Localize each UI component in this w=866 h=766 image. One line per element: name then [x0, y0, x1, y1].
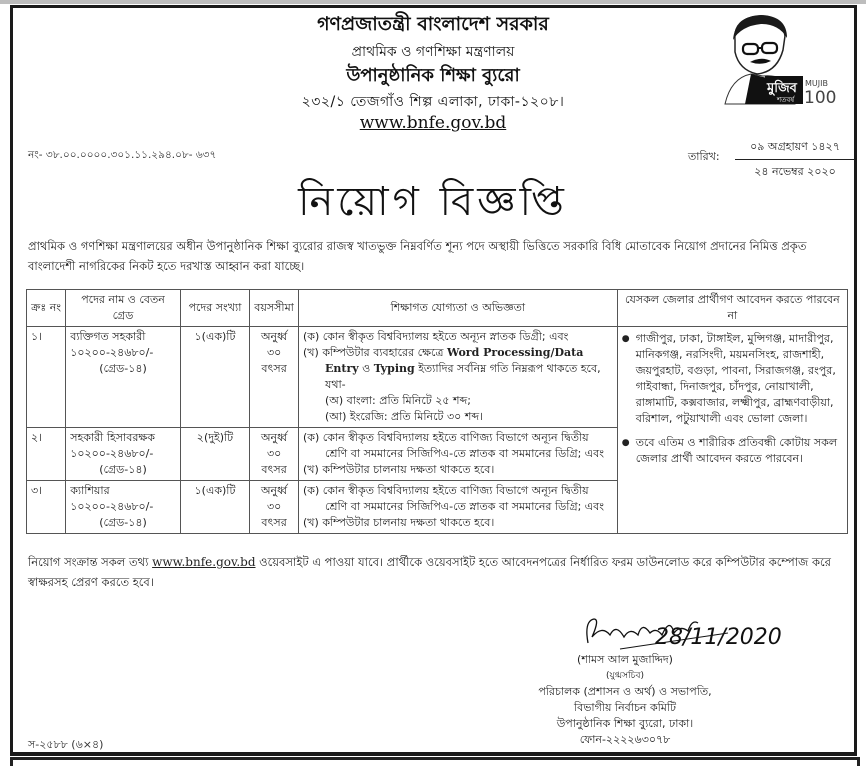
q-text: ও — [358, 362, 374, 375]
row-post — [66, 428, 181, 481]
row-count: ২(দুই)টি — [180, 428, 249, 481]
signature-block — [520, 652, 730, 748]
office-name: উপানুষ্ঠানিক শিক্ষা ব্যুরো, ঢাকা। — [556, 717, 694, 730]
post-name: সহকারী হিসাবরক্ষক — [70, 431, 155, 444]
q-text: ইত্যাদির সর্বনিম্ন গতি নিম্নরূপ থাকতে হবে, যথা- — [325, 362, 601, 391]
row-count: ১(এক)টি — [180, 481, 249, 534]
row-age — [250, 327, 299, 428]
table-row — [27, 327, 848, 428]
header-post: পদের নাম ও বেতন গ্রেড — [66, 290, 181, 327]
qualification-item — [303, 345, 613, 393]
header-age: বয়সসীমা — [250, 290, 299, 327]
pay-scale: ১০২০০-২৪৬৮০/- — [70, 447, 154, 460]
vacancy-table — [26, 289, 848, 534]
post-name: ব্যক্তিগত সহকারী — [70, 330, 146, 343]
qualification-item: (খ) কম্পিউটার চালনায় দক্ষতা থাকতে হবে। — [303, 463, 495, 476]
committee-name: বিভাগীয় নির্বাচন কমিটি — [573, 701, 677, 714]
svg-text:MUJIB: MUJIB — [805, 79, 828, 88]
row-serial: ১। — [27, 327, 66, 428]
excluded-districts-cell — [617, 327, 847, 534]
pay-scale: ১০২০০-২৪৬৮০/- — [70, 500, 154, 513]
header-qualification: শিক্ষাগত যোগ্যতা ও অভিজ্ঞতা — [299, 290, 618, 327]
table-header-row — [27, 290, 848, 327]
header-count: পদের সংখ্যা — [180, 290, 249, 327]
q-english: Typing — [373, 362, 415, 375]
pay-scale: ১০২০০-২৪৬৮০/- — [70, 346, 154, 359]
footer-paragraph — [28, 552, 843, 592]
age-text: অনুর্ধ্ব — [260, 330, 288, 343]
age-text: অনুর্ধ্ব — [260, 431, 288, 444]
qualification-item: (ক) কোন স্বীকৃত বিশ্ববিদ্যালয় হইতে অন্যূন স্নাতক ডিগ্রী; এবং — [303, 330, 569, 343]
top-border-line — [0, 0, 866, 4]
qualification-item: (খ) কম্পিউটার চালনায় দক্ষতা থাকতে হবে। — [303, 516, 495, 529]
website-link[interactable]: www.bnfe.gov.bd — [359, 113, 507, 133]
row-age — [250, 481, 299, 534]
signatory-name: (শামস আল মুজাদ্দিদ) — [577, 653, 673, 666]
mujib-portrait-icon — [705, 10, 840, 105]
bottom-border-line — [10, 757, 860, 766]
bureau-name: উপানুষ্ঠানিক শিক্ষা ব্যুরো — [346, 65, 520, 86]
ad-code: স-২৫৮৮ (৬×৪) — [28, 738, 104, 751]
phone-number: ফোন-২২২২৬৩০৭৮ — [579, 733, 671, 746]
typing-speed-bangla: (অ) বাংলা: প্রতি মিনিটে ২৫ শব্দ; — [325, 394, 471, 407]
footer-text: ওয়েবসাইট এ পাওয়া যাবে। প্রার্থীকে ওয়েবসাইট হতে আবেদনপত্রের নির্ধারিত ফরম ডাউনলোড করে কম্পিউটার কম্পোজ করে স্বাক্ষরসহ প্রেরণ করতে হবে। — [28, 555, 831, 589]
row-count: ১(এক)টি — [180, 327, 249, 428]
row-age — [250, 428, 299, 481]
typing-speed-english: (আ) ইংরেজি: প্রতি মিনিটে ৩০ শব্দ। — [325, 410, 483, 423]
age-unit: বৎসর — [261, 463, 287, 476]
row-qualification — [299, 481, 618, 534]
date-label: তারিখ: — [688, 150, 720, 163]
signatory-designation: পরিচালক (প্রশাসন ও অর্থ) ও সভাপতি, — [538, 685, 712, 698]
row-qualification — [299, 327, 618, 428]
age-number: ৩০ — [266, 346, 282, 359]
memo-number: নং- ৩৮.০০.০০০০.৩০১.১১.২৯৪.০৮- ৬৩৭ — [28, 149, 217, 161]
row-serial: ২। — [27, 428, 66, 481]
handwritten-date: 28/11/2020 — [655, 625, 782, 650]
header-districts: যেসকল জেলার প্রার্থীগণ আবেদন করতে পারবেন না — [617, 290, 847, 327]
notice-title: নিয়োগ বিজ্ঞপ্তি — [298, 179, 568, 225]
office-address: ২৩২/১ তেজগাঁও শিল্প এলাকা, ঢাকা-১২০৮। — [301, 94, 565, 110]
intro-paragraph: প্রাথমিক ও গণশিক্ষা মন্ত্রণালয়ের অধীন উপানুষ্ঠানিক শিক্ষা ব্যুরোর রাজস্ব খাতভুক্ত নিম্নবর্ণিত শূন্য পদে অস্থায়ী ভিত্তিতে সরকারি বিধি মোতাবেক নিয়োগ প্রদানের নিমিত্ত প্রকৃত বাংলাদেশী নাগরিকের নিকট হতে দরখাস্ত আহ্বান করা যাচ্ছে। — [28, 239, 807, 273]
svg-text:100: 100 — [804, 88, 837, 105]
svg-text:শতবর্ষ: শতবর্ষ — [777, 96, 795, 104]
mujib-100-logo — [705, 10, 840, 105]
header-serial: ক্রঃ নং — [27, 290, 66, 327]
footer-text: নিয়োগ সংক্রান্ত সকল তথ্য — [28, 555, 153, 569]
age-unit: বৎসর — [261, 516, 287, 529]
age-number: ৩০ — [266, 500, 282, 513]
quota-exception: ● তবে এতিম ও শারীরিক প্রতিবন্ধী কোটায় সকল জেলার প্রার্থী আবেদন করতে পারবেন। — [622, 435, 843, 467]
age-text: অনুর্ধ্ব — [260, 484, 288, 497]
q-text: (খ) কম্পিউটার ব্যবহারের ক্ষেত্রে — [303, 346, 448, 359]
excluded-districts: ● গাজীপুর, ঢাকা, টাঙ্গাইল, মুন্সিগঞ্জ, মাদারীপুর, মানিকগঞ্জ, নরসিংদী, ময়মনসিংহ, রাজশাহী, জয়পুরহাট, বগুড়া, পাবনা, সিরাজগঞ্জ, রংপুর, গাইবান্ধা, দিনাজপুর, চাঁদপুর, নোয়াখালী, রাঙ্গামাটি, কক্সবাজার, লক্ষ্মীপুর, ব্রাহ্মণবাড়ীয়া, বরিশাল, পটুয়াখালী এবং ভোলা জেলা। — [622, 331, 843, 427]
qualification-item: (ক) কোন স্বীকৃত বিশ্ববিদ্যালয় হইতে বাণিজ্য বিভাগে অন্যূন দ্বিতীয় শ্রেণি বা সমমানের সিজিপিএ-তে স্নাতক বা সমমানের ডিগ্রি; এবং — [303, 431, 605, 460]
grade: (গ্রেড-১৪) — [99, 362, 147, 375]
english-date: ২৪ নভেম্বর ২০২০ — [754, 165, 836, 178]
footer-website-link[interactable]: www.bnfe.gov.bd — [152, 555, 256, 569]
ministry-name: প্রাথমিক ও গণশিক্ষা মন্ত্রণালয় — [351, 44, 515, 60]
row-serial: ৩। — [27, 481, 66, 534]
age-number: ৩০ — [266, 447, 282, 460]
bangla-date: ০৯ অগ্রহায়ণ ১৪২৭ — [735, 138, 855, 160]
row-post — [66, 481, 181, 534]
government-name: গণপ্রজাতন্ত্রী বাংলাদেশ সরকার — [317, 13, 549, 35]
post-name: ক্যাশিয়ার — [70, 484, 110, 497]
qualification-item: (ক) কোন স্বীকৃত বিশ্ববিদ্যালয় হইতে বাণিজ্য বিভাগে অন্যূন দ্বিতীয় শ্রেণি বা সমমানের সিজিপিএ-তে স্নাতক বা সমমানের ডিগ্রি; এবং — [303, 484, 605, 513]
row-post — [66, 327, 181, 428]
signatory-rank: (যুগ্মসচিব) — [605, 671, 645, 681]
age-unit: বৎসর — [261, 362, 287, 375]
grade: (গ্রেড-১৪) — [99, 463, 147, 476]
grade: (গ্রেড-১৪) — [99, 516, 147, 529]
svg-text:মুজিব: মুজিব — [767, 81, 797, 96]
q-english: Word Processing/Data Entry — [325, 346, 584, 375]
row-qualification — [299, 428, 618, 481]
